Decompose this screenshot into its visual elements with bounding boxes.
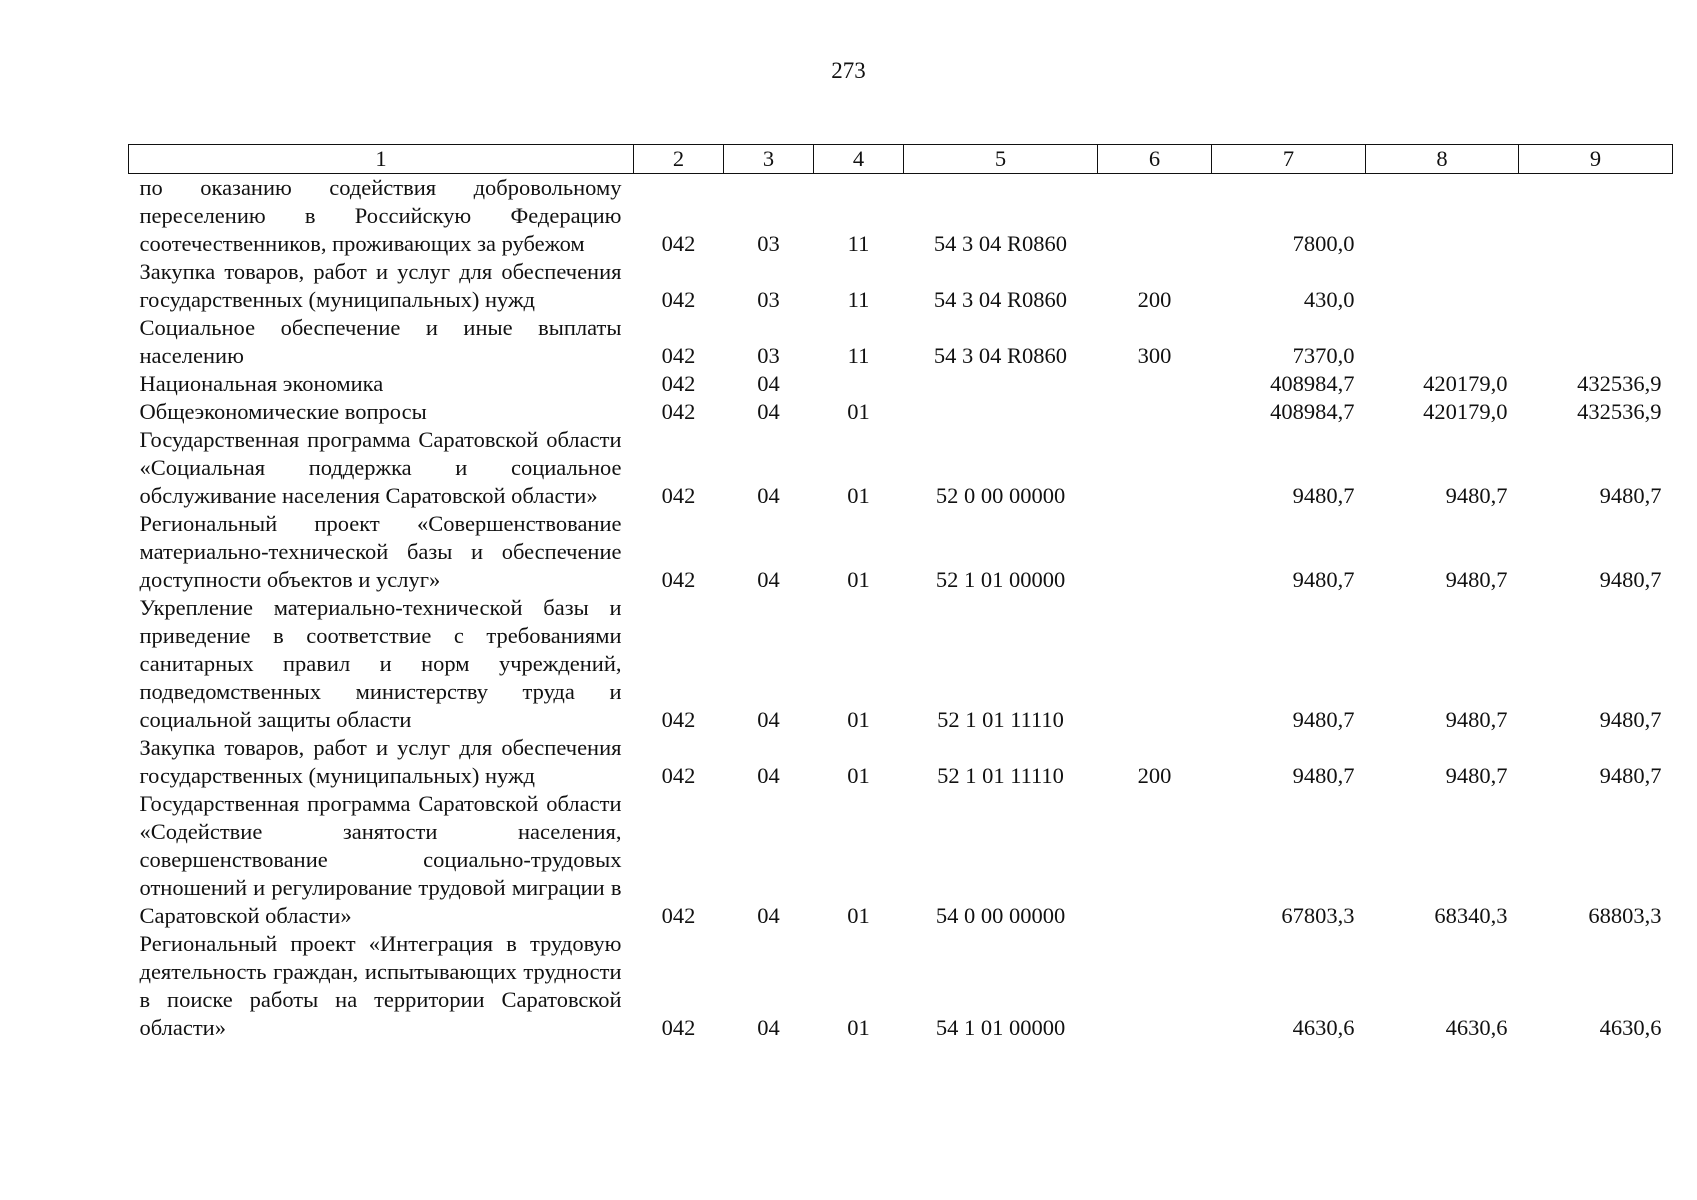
cell-name: Закупка товаров, работ и услуг для обеспечения государственных (муниципальных) нужд xyxy=(139,735,622,788)
cell-name: Закупка товаров, работ и услуг для обеспечения государственных (муниципальных) нужд xyxy=(139,259,622,312)
cell-col9: 9480,7 xyxy=(1599,483,1662,508)
cell-col9: 432536,9 xyxy=(1577,399,1662,424)
cell-col3: 03 xyxy=(757,231,780,256)
cell-col2: 042 xyxy=(661,287,696,312)
cell-col6: 200 xyxy=(1137,763,1172,788)
cell-col5: 52 0 00 00000 xyxy=(935,483,1066,508)
cell-col5: 52 1 01 11110 xyxy=(937,763,1064,788)
cell-col7: 4630,6 xyxy=(1292,1015,1355,1040)
cell-name: Общеэкономические вопросы xyxy=(139,399,427,424)
cell-col7: 9480,7 xyxy=(1292,707,1355,732)
cell-col5: 54 3 04 R0860 xyxy=(933,343,1068,368)
table-row xyxy=(129,258,1673,314)
cell-col8: 4630,6 xyxy=(1445,1015,1508,1040)
cell-col3: 03 xyxy=(757,343,780,368)
cell-col4: 01 xyxy=(847,903,870,928)
cell-col8 xyxy=(1366,314,1519,370)
cell-name: Укрепление материально-технической базы и приведение в соответствие с требованиями санитарных правил и норм учреждений, подведомственных министерству труда и социальной защиты области xyxy=(139,595,622,732)
cell-col2: 042 xyxy=(661,707,696,732)
cell-col8 xyxy=(1366,258,1519,314)
column-header-6: 6 xyxy=(1098,145,1212,174)
cell-col5: 54 3 04 R0860 xyxy=(933,231,1068,256)
cell-col8: 68340,3 xyxy=(1434,903,1508,928)
cell-col8: 9480,7 xyxy=(1445,763,1508,788)
cell-col5: 54 1 01 00000 xyxy=(935,1015,1066,1040)
cell-col4: 01 xyxy=(847,567,870,592)
table-row xyxy=(129,314,1673,370)
cell-col6 xyxy=(1098,930,1212,1042)
cell-col4: 01 xyxy=(847,399,870,424)
cell-col6: 200 xyxy=(1137,287,1172,312)
cell-col9: 9480,7 xyxy=(1599,763,1662,788)
cell-col5: 52 1 01 11110 xyxy=(937,707,1064,732)
cell-col7: 9480,7 xyxy=(1292,567,1355,592)
cell-col6 xyxy=(1098,398,1212,426)
cell-col4: 11 xyxy=(847,343,870,368)
cell-name: Социальное обеспечение и иные выплаты населению xyxy=(139,315,622,368)
cell-col5: 54 3 04 R0860 xyxy=(933,287,1068,312)
budget-table xyxy=(128,144,1673,1042)
cell-col9 xyxy=(1519,314,1673,370)
cell-col2: 042 xyxy=(661,343,696,368)
cell-col2: 042 xyxy=(661,371,696,396)
cell-col8: 420179,0 xyxy=(1423,399,1508,424)
table-row xyxy=(129,398,1673,426)
cell-col2: 042 xyxy=(661,903,696,928)
cell-col2: 042 xyxy=(661,763,696,788)
column-header-8: 8 xyxy=(1366,145,1519,174)
cell-col5 xyxy=(904,370,1098,398)
cell-col3: 04 xyxy=(757,567,780,592)
cell-col8: 9480,7 xyxy=(1445,483,1508,508)
cell-col7: 7370,0 xyxy=(1292,343,1355,368)
table-row xyxy=(129,370,1673,398)
cell-name: Государственная программа Саратовской области «Содействие занятости населения, совершенствование социально-трудовых отношений и регулирование трудовой миграции в Саратовской области» xyxy=(139,791,622,928)
cell-col6 xyxy=(1098,510,1212,594)
cell-col8: 9480,7 xyxy=(1445,567,1508,592)
cell-col6 xyxy=(1098,426,1212,510)
cell-col9 xyxy=(1519,174,1673,259)
column-header-2: 2 xyxy=(634,145,724,174)
table-header xyxy=(129,145,1673,174)
header-row xyxy=(129,145,1673,174)
cell-col7: 9480,7 xyxy=(1292,483,1355,508)
cell-col2: 042 xyxy=(661,231,696,256)
cell-col3: 04 xyxy=(757,371,780,396)
table-row xyxy=(129,174,1673,259)
column-header-1: 1 xyxy=(129,145,634,174)
table-row xyxy=(129,594,1673,734)
column-header-7: 7 xyxy=(1212,145,1366,174)
cell-col9 xyxy=(1519,258,1673,314)
cell-col4: 11 xyxy=(847,287,870,312)
cell-col2: 042 xyxy=(661,483,696,508)
cell-col5 xyxy=(904,398,1098,426)
cell-col4: 11 xyxy=(847,231,870,256)
cell-col3: 04 xyxy=(757,763,780,788)
cell-col2: 042 xyxy=(661,1015,696,1040)
cell-name: по оказанию содействия добровольному переселению в Российскую Федерацию соотечественников, проживающих за рубежом xyxy=(139,175,622,256)
table-body xyxy=(129,174,1673,1043)
cell-name: Государственная программа Саратовской области «Социальная поддержка и социальное обслуживание населения Саратовской области» xyxy=(139,427,622,508)
cell-col7: 7800,0 xyxy=(1292,231,1355,256)
cell-col3: 03 xyxy=(757,287,780,312)
column-header-9: 9 xyxy=(1519,145,1673,174)
cell-col7: 408984,7 xyxy=(1270,371,1355,396)
cell-col4: 01 xyxy=(847,707,870,732)
table-row xyxy=(129,930,1673,1042)
page-number: 273 xyxy=(831,58,866,83)
table-row xyxy=(129,790,1673,930)
cell-col5: 54 0 00 00000 xyxy=(935,903,1066,928)
cell-col3: 04 xyxy=(757,483,780,508)
cell-col2: 042 xyxy=(661,399,696,424)
cell-col9: 9480,7 xyxy=(1599,567,1662,592)
cell-col6 xyxy=(1098,174,1212,259)
cell-col7: 9480,7 xyxy=(1292,763,1355,788)
cell-name: Национальная экономика xyxy=(139,371,384,396)
cell-col6 xyxy=(1098,594,1212,734)
cell-col8: 9480,7 xyxy=(1445,707,1508,732)
column-header-3: 3 xyxy=(724,145,814,174)
cell-col9: 4630,6 xyxy=(1599,1015,1662,1040)
table-row xyxy=(129,734,1673,790)
cell-col4: 01 xyxy=(847,483,870,508)
cell-col3: 04 xyxy=(757,1015,780,1040)
cell-col3: 04 xyxy=(757,903,780,928)
cell-col9: 432536,9 xyxy=(1577,371,1662,396)
cell-name: Региональный проект «Интеграция в трудовую деятельность граждан, испытывающих трудности в поиске работы на территории Саратовской области» xyxy=(139,931,622,1040)
cell-col3: 04 xyxy=(757,707,780,732)
column-header-5: 5 xyxy=(904,145,1098,174)
cell-col8: 420179,0 xyxy=(1423,371,1508,396)
table-row xyxy=(129,510,1673,594)
column-header-4: 4 xyxy=(814,145,904,174)
cell-col2: 042 xyxy=(661,567,696,592)
cell-col6: 300 xyxy=(1137,343,1172,368)
cell-col5: 52 1 01 00000 xyxy=(935,567,1066,592)
cell-col6 xyxy=(1098,370,1212,398)
cell-col4: 01 xyxy=(847,1015,870,1040)
cell-col9: 68803,3 xyxy=(1588,903,1662,928)
cell-col4: 01 xyxy=(847,763,870,788)
table-row xyxy=(129,426,1673,510)
cell-col7: 67803,3 xyxy=(1281,903,1355,928)
cell-col7: 408984,7 xyxy=(1270,399,1355,424)
cell-col6 xyxy=(1098,790,1212,930)
cell-col4 xyxy=(814,370,904,398)
cell-col3: 04 xyxy=(757,399,780,424)
cell-col8 xyxy=(1366,174,1519,259)
cell-name: Региональный проект «Совершенствование материально-технической базы и обеспечение доступности объектов и услуг» xyxy=(139,511,622,592)
cell-col9: 9480,7 xyxy=(1599,707,1662,732)
cell-col7: 430,0 xyxy=(1303,287,1355,312)
